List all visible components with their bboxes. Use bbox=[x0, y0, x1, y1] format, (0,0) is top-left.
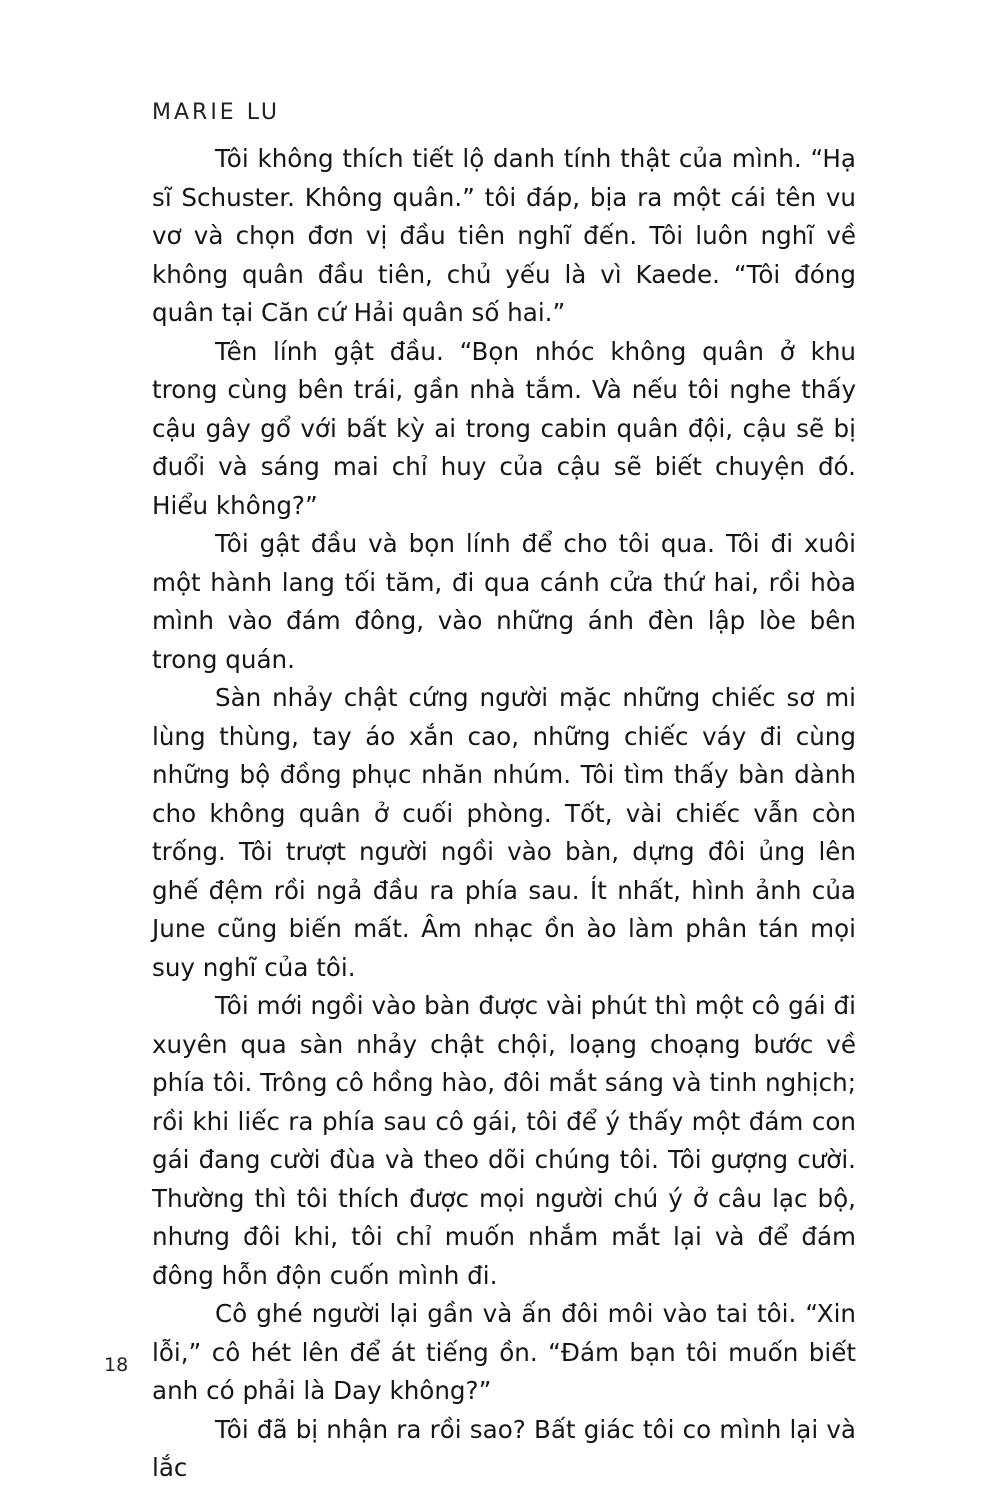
paragraph: Sàn nhảy chật cứng người mặc những chiếc sơ mi lùng thùng, tay áo xắn cao, những chiếc váy đi cùng những bộ đồng phục nhăn nhúm. Tôi tìm thấy bàn dành cho không quân ở cuối phòng. Tốt, vài chiếc vẫn còn trống. Tôi trượt người ngồi vào bàn, dựng đôi ủng lên ghế đệm rồi ngả đầu ra phía sau. Ít nhất, hình ảnh của June cũng biến mất. Âm nhạc ồn ào làm phân tán mọi suy nghĩ của tôi. bbox=[152, 683, 856, 982]
paragraph: Tôi mới ngồi vào bàn được vài phút thì một cô gái đi xuyên qua sàn nhảy chật chội, loạng choạng bước về phía tôi. Trông cô hồng hào, đôi mắt sáng và tinh nghịch; rồi khi liếc ra phía sau cô gái, tôi để ý thấy một đám con gái đang cười đùa và theo dõi chúng tôi. Tôi gượng cười. Thường thì tôi thích được mọi người chú ý ở câu lạc bộ, nhưng đôi khi, tôi chỉ muốn nhắm mắt lại và để đám đông hỗn độn cuốn mình đi. bbox=[152, 991, 856, 1290]
paragraph: Tôi đã bị nhận ra rồi sao? Bất giác tôi co mình lại và lắc bbox=[152, 1414, 856, 1482]
page-number: 18 bbox=[104, 1354, 129, 1376]
paragraph: Tôi không thích tiết lộ danh tính thật của mình. “Hạ sĩ Schuster. Không quân.” tôi đáp, bịa ra một cái tên vu vơ và chọn đơn vị đầu tiên nghĩ đến. Tôi luôn nghĩ về không quân đầu tiên, chủ yếu là vì Kaede. “Tôi đóng quân tại Căn cứ Hải quân số hai.” bbox=[152, 144, 856, 327]
running-header-author: MARIE LU bbox=[152, 100, 280, 125]
body-text bbox=[152, 140, 856, 1488]
paragraph: Tôi gật đầu và bọn lính để cho tôi qua. Tôi đi xuôi một hành lang tối tăm, đi qua cánh cửa thứ hai, rồi hòa mình vào đám đông, vào những ánh đèn lập lòe bên trong quán. bbox=[152, 529, 856, 674]
paragraph: Tên lính gật đầu. “Bọn nhóc không quân ở khu trong cùng bên trái, gần nhà tắm. Và nếu tôi nghe thấy cậu gây gổ với bất kỳ ai trong cabin quân đội, cậu sẽ bị đuổi và sáng mai chỉ huy của cậu sẽ biết chuyện đó. Hiểu không?” bbox=[152, 336, 856, 520]
paragraph: Cô ghé người lại gần và ấn đôi môi vào tai tôi. “Xin lỗi,” cô hét lên để át tiếng ồn. “Đám bạn tôi muốn biết anh có phải là Day không?” bbox=[152, 1299, 856, 1405]
